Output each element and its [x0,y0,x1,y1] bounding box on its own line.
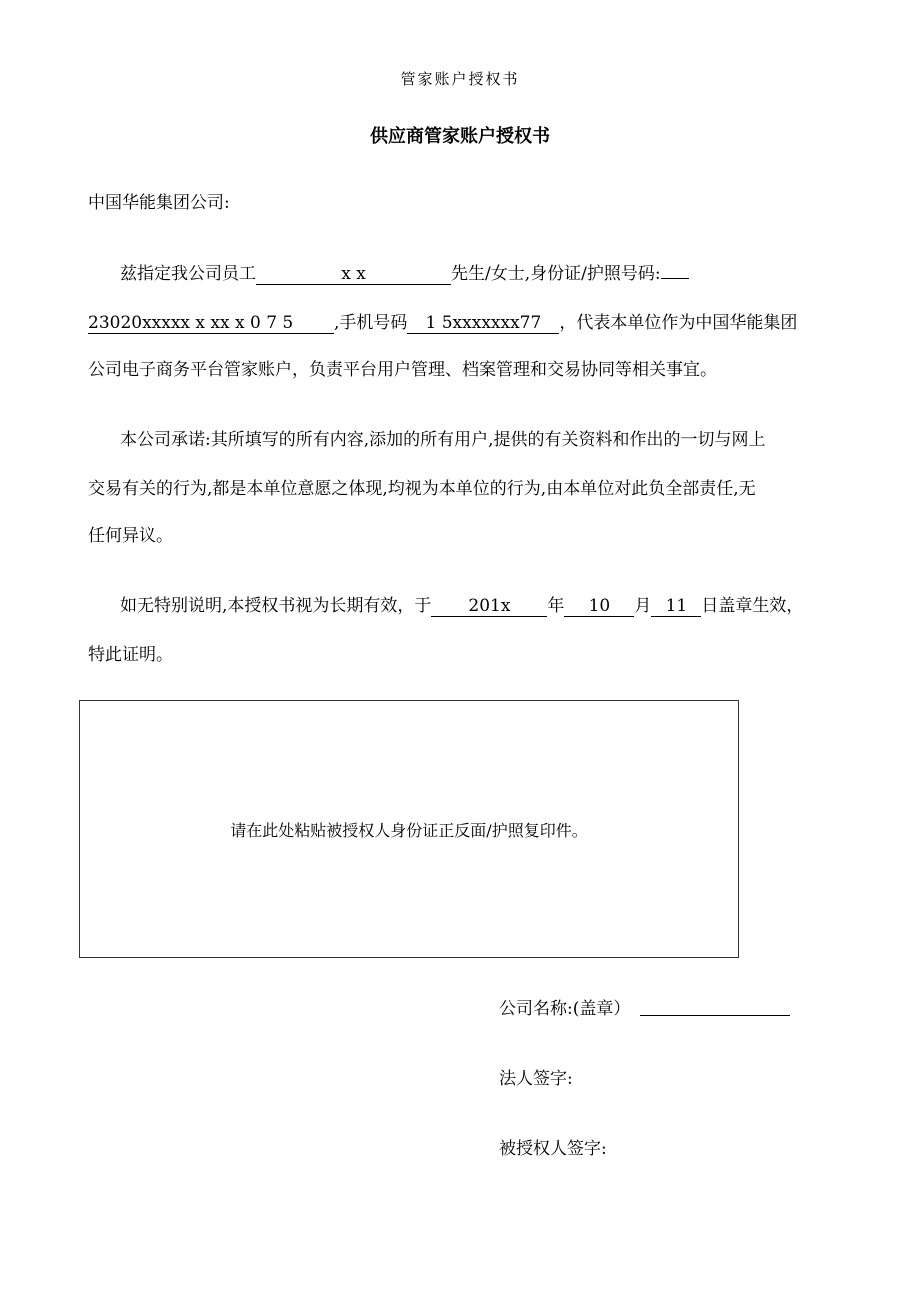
para1-mid2: ,手机号码 [334,313,408,333]
company-name-line [640,1015,790,1016]
company-name-label: 公司名称:(盖章） [499,999,631,1019]
para3-prefix: 如无特别说明,本授权书视为长期有效，于 [120,596,432,616]
para3-suffix: 日盖章生效， [701,596,804,616]
para3-line1 [120,594,803,618]
month-label: 月 [634,596,652,616]
para1-prefix: 兹指定我公司员工 [120,264,256,284]
para2-line2: 交易有关的行为,都是本单位意愿之体现,均视为本单位的行为,由本单位对此负全部责任,无 [88,479,756,499]
employee-name-field: x x [256,264,451,285]
authorized-person-signature-label: 被授权人签字: [499,1139,607,1159]
para2-line3: 任何异议。 [88,526,173,546]
id-number-blank [661,278,689,279]
para2-line1: 本公司承诺:其所填写的所有内容,添加的所有用户,提供的有关资料和作出的一切与网上 [120,430,766,450]
legal-rep-signature-label: 法人签字: [499,1069,573,1089]
paste-instruction: 请在此处粘贴被授权人身份证正反面/护照复印件。 [230,821,588,840]
year-field: 201x [431,596,547,617]
salutation: 中国华能集团公司: [88,193,230,213]
id-number-field: 23020xxxxx x xx x 0 7 5 [88,313,334,334]
id-copy-paste-box [79,700,739,958]
para1-line3: 公司电子商务平台管家账户，负责平台用户管理、档案管理和交易协同等相关事宜。 [88,360,717,380]
para1-suffix: ，代表本单位作为中国华能集团 [559,313,798,333]
year-label: 年 [547,596,565,616]
page-title: 供应商管家账户授权书 [370,126,550,147]
phone-field: 1 5xxxxxxx77 [407,313,559,334]
para3-line2: 特此证明。 [88,645,173,665]
day-field: 11 [651,596,701,617]
para1-mid1: 先生/女士,身份证/护照号码: [451,264,661,284]
para1-line2 [88,311,797,335]
month-field: 10 [564,596,634,617]
running-header: 管家账户授权书 [400,70,520,88]
para1-line1 [120,262,689,286]
company-signature-row [499,994,790,1019]
